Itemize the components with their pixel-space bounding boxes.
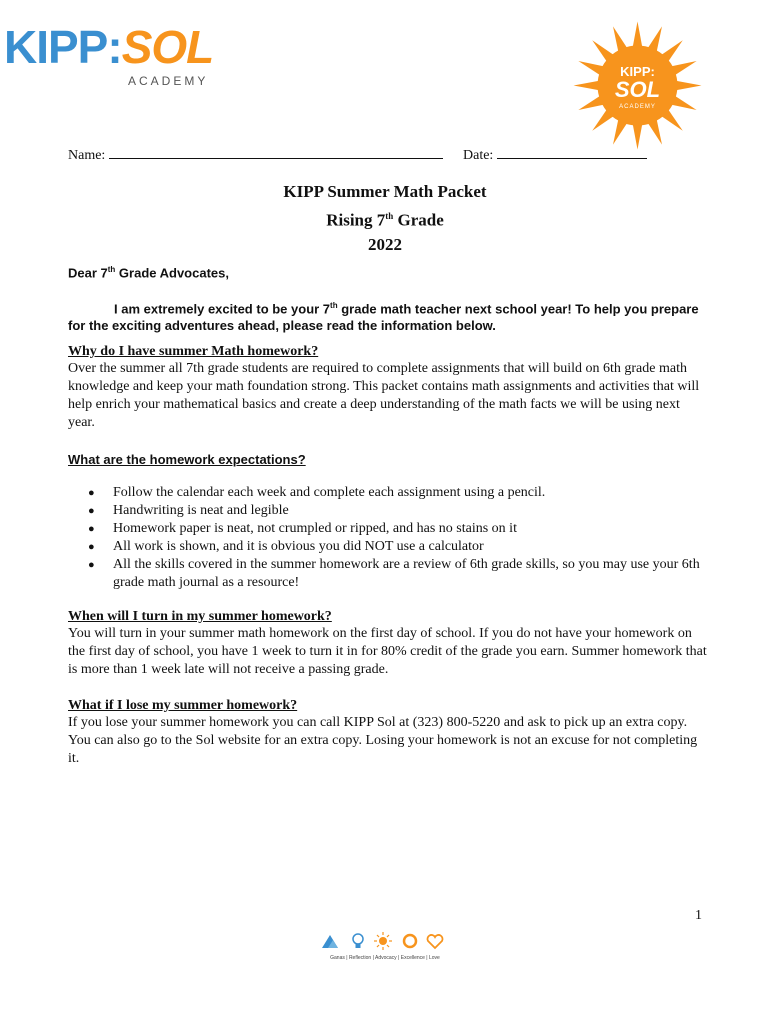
list-item: ● All work is shown, and it is obvious you did NOT use a calculator xyxy=(88,538,708,556)
sun-icon xyxy=(374,932,392,950)
title-line1: KIPP Summer Math Packet xyxy=(283,182,487,201)
ring-icon xyxy=(404,935,416,947)
intro-paragraph: I am extremely excited to be your 7th grade math teacher next school year! To help you prepare for the exciting adventures ahead, please read the information below. xyxy=(68,301,699,334)
footer-values-text: Ganas | Reflection | Advocacy | Excellence | Love xyxy=(330,955,440,961)
name-field[interactable] xyxy=(68,146,443,164)
date-field[interactable] xyxy=(463,146,647,164)
section-body: Over the summer all 7th grade students are required to complete assignments that will build on 6th grade math knowledge and keep your math foundation strong. This packet contains math assignments and activities that will help enrich your mathematical basics and create a deep understanding of the math facts we will be using next year. xyxy=(68,361,700,430)
kipp-sol-logo xyxy=(4,21,214,73)
page-title xyxy=(0,180,770,257)
list-item: ● Handwriting is neat and legible xyxy=(88,502,708,520)
sun-logo-line2: SOL xyxy=(614,77,661,102)
section-heading-expectations: What are the homework expectations? xyxy=(68,452,306,467)
sun-ray xyxy=(633,22,643,48)
sun-logo-line3: ACADEMY xyxy=(619,104,656,110)
expectations-list xyxy=(88,484,708,592)
section-heading: What if I lose my summer homework? xyxy=(68,698,298,713)
section-why xyxy=(68,344,708,432)
section-turn-in xyxy=(68,609,708,679)
section-heading: When will I turn in my summer homework? xyxy=(68,609,332,624)
footer-values-icons xyxy=(320,931,450,951)
section-body: If you lose your summer homework you can call KIPP Sol at (323) 800-5220 and ask to pick up an extra copy. You can also go to the Sol website for an extra copy. Losing your homework is not an excuse for not completing it. xyxy=(68,715,698,766)
section-heading: Why do I have summer Math homework? xyxy=(68,344,319,359)
sun-logo-line1: KIPP: xyxy=(620,64,655,79)
page-number: 1 xyxy=(695,908,702,923)
logo-kipp-text: KIPP xyxy=(4,21,108,73)
mountain-icon xyxy=(322,935,338,948)
section-body: You will turn in your summer math homework on the first day of school. If you do not have your homework on the first day of school, you have 1 week to turn it in for 80% credit of the grade you earn. Summer homework that is more than 1 week late will not receive a passing grade. xyxy=(68,626,707,677)
sun-ray xyxy=(574,81,600,91)
heart-icon xyxy=(427,935,442,948)
logo-academy-text: ACADEMY xyxy=(128,74,209,88)
greeting: Dear 7th Grade Advocates, xyxy=(68,265,229,281)
list-item: ● Follow the calendar each week and complete each assignment using a pencil. xyxy=(88,484,708,502)
lightbulb-icon xyxy=(353,934,363,948)
date-label: Date: xyxy=(463,148,494,163)
sun-logo-icon xyxy=(570,18,705,153)
list-item: ● All the skills covered in the summer homework are a review of 6th grade skills, so you may use your 6th grade math journal as a resource! xyxy=(88,556,708,592)
name-label: Name: xyxy=(68,148,106,163)
title-line2: Rising 7th Grade xyxy=(326,210,444,230)
date-blank[interactable] xyxy=(497,146,647,159)
title-line3: 2022 xyxy=(368,234,402,254)
logo-sol-text: SOL xyxy=(121,21,214,73)
section-lose xyxy=(68,698,708,768)
list-item: ● Homework paper is neat, not crumpled or ripped, and has no stains on it xyxy=(88,520,708,538)
sun-ray xyxy=(675,81,701,91)
name-blank[interactable] xyxy=(109,146,443,159)
logo-colon: : xyxy=(107,21,122,73)
